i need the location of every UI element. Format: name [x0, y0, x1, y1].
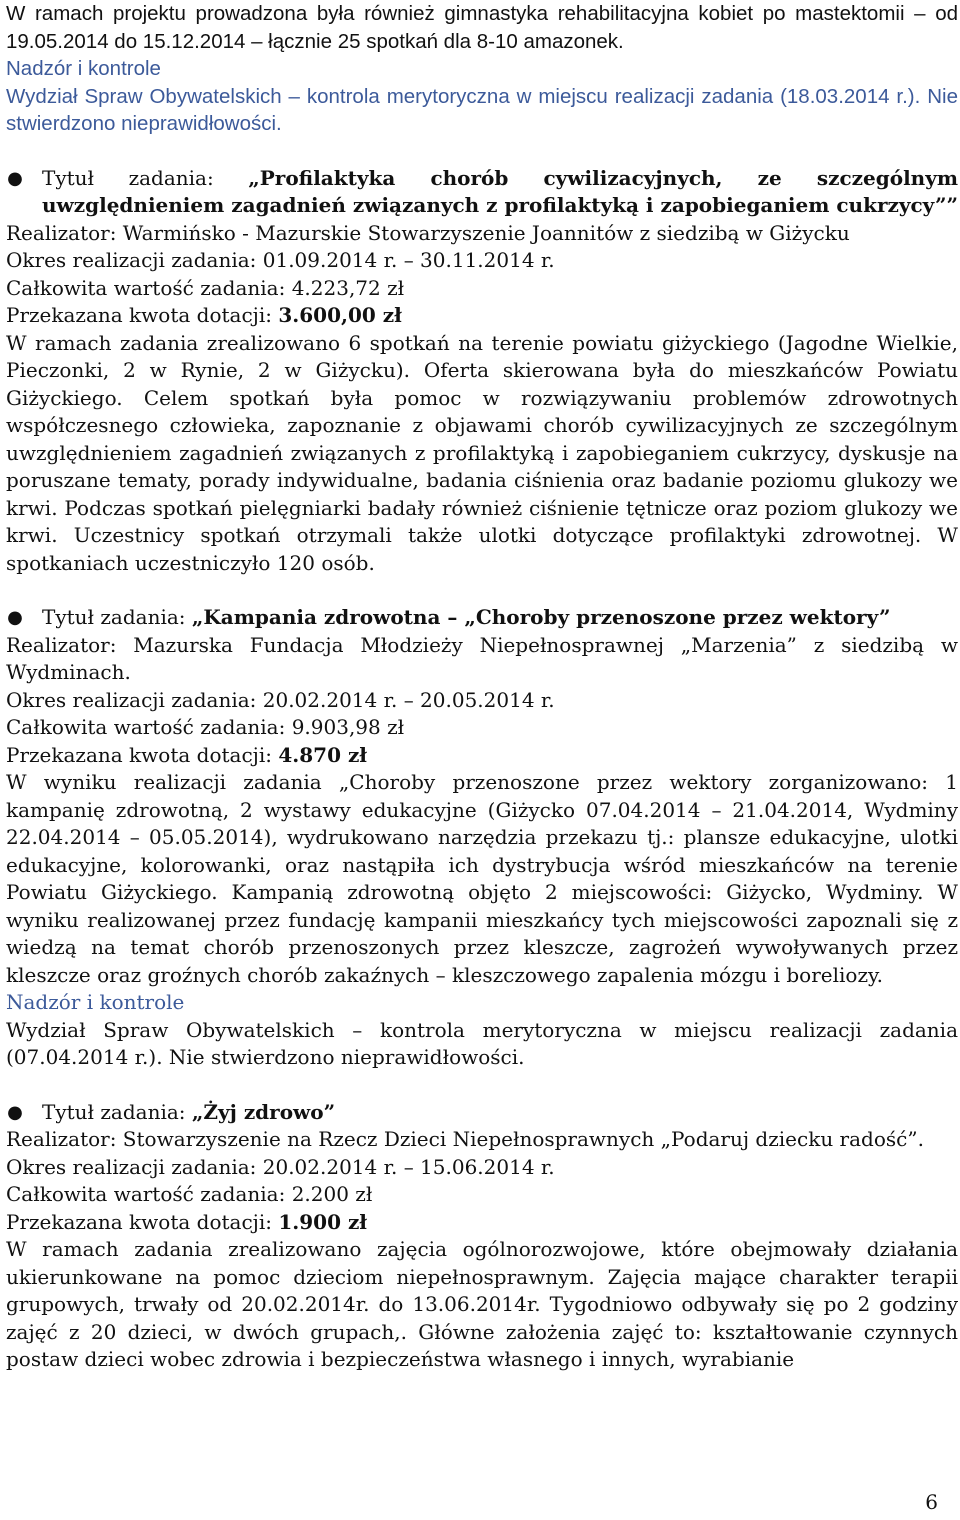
task-title: „Żyj zdrowo”	[191, 1099, 336, 1124]
task-3-description: W ramach zadania zrealizowano zajęcia ogólnorozwojowe, które obejmowały działania ukierunkowane na pomoc dzieciom niepełnosprawnym. Zajęcia mające charakter terapii grupowych, trwały od 20.02.2014r. do 13.06.2014r. Tygodniowo odbywały się po 2 godziny zajęć z 20 dzieci, w dwóch grupach,. Główne założenia zajęć to: kształtowanie czynnych postaw dzieci wobec zdrowia i bezpieczeństwa własnego i innych, wyrabianie	[6, 1237, 958, 1371]
task-2	[6, 604, 958, 1072]
task-title: „Profilaktyka chorób cywilizacyjnych, ze szczególnym uwzględnieniem zagadnień związanych z profilaktyką i zapobieganiem cukrzycy””	[42, 165, 959, 217]
bullet-icon: ●	[7, 607, 23, 628]
task-3-title	[6, 1099, 958, 1127]
dotacja-value: 4.870 zł	[278, 742, 368, 767]
bullet-icon: ●	[7, 1101, 23, 1123]
task-1-wartosc: Całkowita wartość zadania: 4.223,72 zł	[6, 275, 405, 300]
task-2-nadzor-heading: Nadzór i kontrole	[6, 990, 185, 1014]
task-2-title	[6, 604, 958, 632]
task-2-description: W wyniku realizacji zadania „Choroby przenoszone przez wektory zorganizowano: 1 kampanię zdrowotną, 2 wystawy edukacyjne (Giżycko 07.04.2014 – 21.04.2014, Wydminy 22.04.2014 – 05.05.2014), wydrukowano narzędzia przekazu tj.: plansze edukacyjne, ulotki edukacyjne, kolorowanki, oraz nastąpiła ich dystrybucja wśród mieszkańców na terenie Powiatu Giżyckiego. Kampanią zdrowotną objęto 2 miejscowości: Giżycko, Wydminy. W wyniku realizowanej przez fundację kampanii mieszkańcy tych miejscowości zapoznali się z wiedzą na temat chorób przenoszonych przez kleszcze, zagrożeń wywoływanych przez kleszcze oraz groźnych chorób zakaźnych – kleszczowego zapalenia mózgu i boreliozy.	[6, 770, 958, 987]
document-page	[6, 0, 958, 1374]
task-2-dotacja	[6, 742, 958, 770]
intro-paragraph: W ramach projektu prowadzona była również gimnastyka rehabilitacyjna kobiet po mastektomii – od 19.05.2014 do 15.12.2014 – łącznie 25 spotkań dla 8-10 amazonek.	[6, 2, 958, 53]
task-title-prefix: Tytuł zadania:	[42, 605, 192, 629]
task-1-realizator: Realizator: Warmińsko - Mazurskie Stowarzyszenie Joannitów z siedzibą w Giżycku	[6, 220, 850, 245]
task-1-dotacja	[6, 302, 958, 330]
task-3-dotacja	[6, 1209, 958, 1237]
task-3-wartosc: Całkowita wartość zadania: 2.200 zł	[6, 1182, 373, 1206]
dotacja-value: 3.600,00 zł	[278, 303, 402, 327]
page-number: 6	[925, 1490, 938, 1514]
task-3-realizator: Realizator: Stowarzyszenie na Rzecz Dzieci Niepełnosprawnych „Podaruj dziecku radość”.	[6, 1127, 924, 1151]
task-title: „Kampania zdrowotna – „Choroby przenoszone przez wektory”	[191, 605, 891, 629]
nadzor-heading: Nadzór i kontrole	[6, 57, 161, 80]
task-2-okres: Okres realizacji zadania: 20.02.2014 r. – 20.05.2014 r.	[6, 687, 555, 712]
task-1	[6, 165, 958, 578]
nadzor-paragraph: Wydział Spraw Obywatelskich – kontrola merytoryczna w miejscu realizacji zadania (18.03.2014 r.). Nie stwierdzono nieprawidłowości.	[6, 84, 958, 135]
dotacja-label: Przekazana kwota dotacji:	[6, 1209, 279, 1234]
task-1-okres: Okres realizacji zadania: 01.09.2014 r. – 30.11.2014 r.	[6, 248, 555, 272]
dotacja-label: Przekazana kwota dotacji:	[6, 742, 279, 767]
task-1-title	[6, 165, 958, 220]
task-3-okres: Okres realizacji zadania: 20.02.2014 r. – 15.06.2014 r.	[6, 1154, 555, 1179]
task-title-prefix: Tytuł zadania:	[42, 165, 249, 190]
task-1-description: W ramach zadania zrealizowano 6 spotkań na terenie powiatu giżyckiego (Jagodne Wielkie, Pieczonki, 2 w Rynie, 2 w Giżycku). Oferta skierowana była do mieszkańców Powiatu Giżyckiego. Celem spotkań była pomoc w rozwiązywaniu problemów zdrowotnych współczesnego człowieka, zapoznanie z objawami chorób cywilizacyjnych ze szczególnym uwzględnieniem zagadnień związanych z profilaktyką i zapobieganiem cukrzycy, dyskusje na poruszane tematy, porady indywidualne, badania ciśnienia oraz badanie poziomu glukozy we krwi. Podczas spotkań pielęgniarki badały również ciśnienie tętnicze oraz poziom glukozy we krwi. Uczestnicy spotkań otrzymali także ulotki dotyczące profilaktyki zdrowotnej. W spotkaniach uczestniczyło 120 osób.	[6, 330, 958, 575]
bullet-icon: ●	[7, 167, 23, 189]
task-3	[6, 1099, 958, 1374]
task-title-prefix: Tytuł zadania:	[42, 1099, 192, 1124]
dotacja-label: Przekazana kwota dotacji:	[6, 303, 279, 327]
task-2-wartosc: Całkowita wartość zadania: 9.903,98 zł	[6, 715, 405, 739]
task-2-nadzor-paragraph: Wydział Spraw Obywatelskich – kontrola merytoryczna w miejscu realizacji zadania (07.04.2014 r.). Nie stwierdzono nieprawidłowości.	[6, 1017, 958, 1069]
dotacja-value: 1.900 zł	[278, 1209, 368, 1234]
task-2-realizator: Realizator: Mazurska Fundacja Młodzieży Niepełnosprawnej „Marzenia” z siedzibą w Wydminach.	[6, 632, 958, 684]
